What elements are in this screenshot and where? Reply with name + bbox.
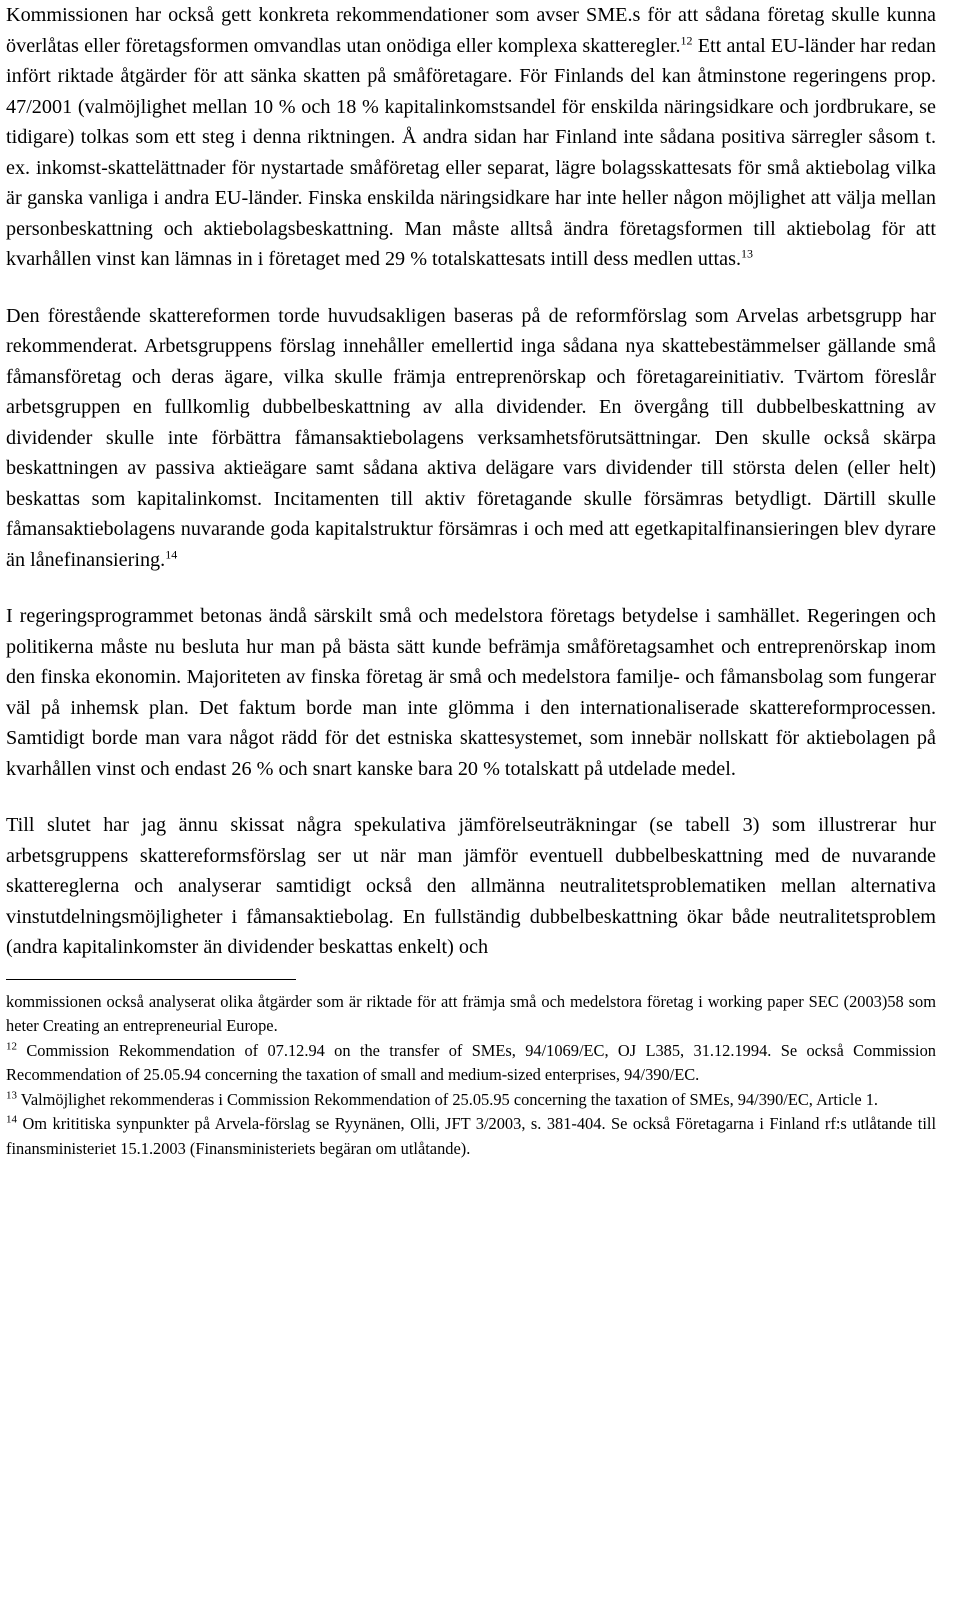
paragraph-1-text-b: Ett antal EU-länder har redan infört riktade åtgärder för att sänka skatten på småföretagare. För Finlands del kan åtminstone regeringens prop. 47/2001 (valmöjlighet mellan 10 % och 18 % kapitalinkomstsandel för enskilda näringsidkare och jordbrukare, se tidigare) tolkas som ett steg i denna riktningen. Å andra sidan har Finland inte sådana positiva särregler såsom t. ex. inkomst-skattelättnader för nystartade småföretag eller separat, lägre bolagsskattesats för små aktiebolag vilka är ganska vanliga i andra EU-länder. Finska enskilda näringsidkare har inte heller någon möjlighet att välja mellan personbeskattning och aktiebolagsbeskattning. Man måste alltså ändra företagsformen till aktiebolag för att kvarhållen vinst kan lämnas in i företaget med 29 % totalskattesats intill dess medlen uttas. (6, 34, 936, 270)
footnote-13-text: Valmöjlighet rekommenderas i Commission Rekommendation of 25.05.95 concerning the taxation of SMEs, 94/390/EC, Article 1. (17, 1089, 878, 1109)
footnote-14 (6, 1112, 936, 1161)
footnote-13 (6, 1088, 936, 1113)
paragraph-2-text: Den förestående skattereformen torde huvudsakligen baseras på de reformförslag som Arvelas arbetsgrupp har rekommenderat. Arbetsgruppens förslag innehåller emellertid inga sådana nya skattebestämmelser gällande små fåmansföretag och deras ägare, vilka skulle främja entreprenörskap och företagareinitiativ. Tvärtom föreslår arbetsgruppen en fullkomlig dubbelbeskattning av alla dividender. En övergång till dubbelbeskattning av dividender skulle inte förbättra fåmansaktiebolagens verksamhetsförutsättningar. Den skulle också skärpa beskattningen av passiva aktieägare samt sådana aktiva delägare vars dividender till största delen (eller helt) beskattas som kapitalinkomst. Incitamenten till aktiv företagande skulle försämras betydligt. Därtill skulle fåmansaktiebolagens nuvarande goda kapitalstruktur försämras i och med att egetkapitalfinansieringen blev dyrare än lånefinansiering. (6, 304, 936, 571)
footnote-ref-14: 14 (165, 546, 178, 561)
paragraph-1-text-a: Kommissionen har också gett konkreta rekommendationer som avser SME.s för att sådana företag skulle kunna överlåtas eller företagsformen omvandlas utan onödiga eller komplexa skatteregler. (6, 4, 936, 57)
footnote-continued: kommissionen också analyserat olika åtgärder som är riktade för att främja små och medelstora företag i working paper SEC (2003)58 som heter Creating an entrepreneurial Europe. (6, 991, 936, 1036)
paragraph-1 (6, 0, 936, 275)
paragraph-3: I regeringsprogrammet betonas ändå särskilt små och medelstora företags betydelse i samhället. Regeringen och politikerna måste nu besluta hur man på bästa sätt kunde befrämja småföretagsamhet och entreprenörskap inom den finska ekonomin. Majoriteten av finska företag är små och medelstora familje- och fåmansbolag som fungerar väl på inhemsk plan. Det faktum borde man inte glömma i den internationaliserade skattereformprocessen. Samtidigt borde man vara något rädd för det estniska skattesystemet, som innebär nollskatt för aktiebolagen på kvarhållen vinst och endast 26 % och snart kanske bara 20 % totalskatt på utdelade medel. (6, 605, 936, 780)
footnote-separator (6, 979, 296, 980)
footnote-14-number: 14 (6, 1114, 17, 1126)
paragraph-4: Till slutet har jag ännu skissat några spekulativa jämförelseuträkningar (se tabell 3) som illustrerar hur arbetsgruppens skattereformsförslag ser ut när man jämför eventuell dubbelbeskattning med de nuvarande skattereglerna och analyserar samtidigt också den allmänna neutralitetsproblematiken mellan alternativa vinstutdelningsmöjligheter i fåmansaktiebolag. En fullständig dubbelbeskattning ökar både neutralitetsproblem (andra kapitalinkomster än dividender beskattas enkelt) och (6, 814, 936, 958)
footnote-ref-12: 12 (680, 32, 693, 47)
document-page (6, 0, 936, 1162)
paragraph-2 (6, 301, 936, 576)
footnote-12-number: 12 (6, 1040, 17, 1053)
footnote-12 (6, 1039, 936, 1088)
footnote-14-text: Om krititiska synpunkter på Arvela-förslag se Ryynänen, Olli, JFT 3/2003, s. 381-404. Se också Företagarna i Finland rf:s utlåtande till finansministeriet 15.1.2003 (Finansministeriets begäran om utlåtande). (6, 1114, 936, 1159)
footnote-13-number: 13 (6, 1089, 17, 1102)
footnote-ref-13: 13 (741, 246, 753, 261)
footnote-12-text: Commission Rekommendation of 07.12.94 on the transfer of SMEs, 94/1069/EC, OJ L385, 31.12.1994. Se också Commission Recommendation of 25.05.94 concerning the taxation of small and medium-sized enterprises, 94/390/EC. (6, 1040, 936, 1085)
